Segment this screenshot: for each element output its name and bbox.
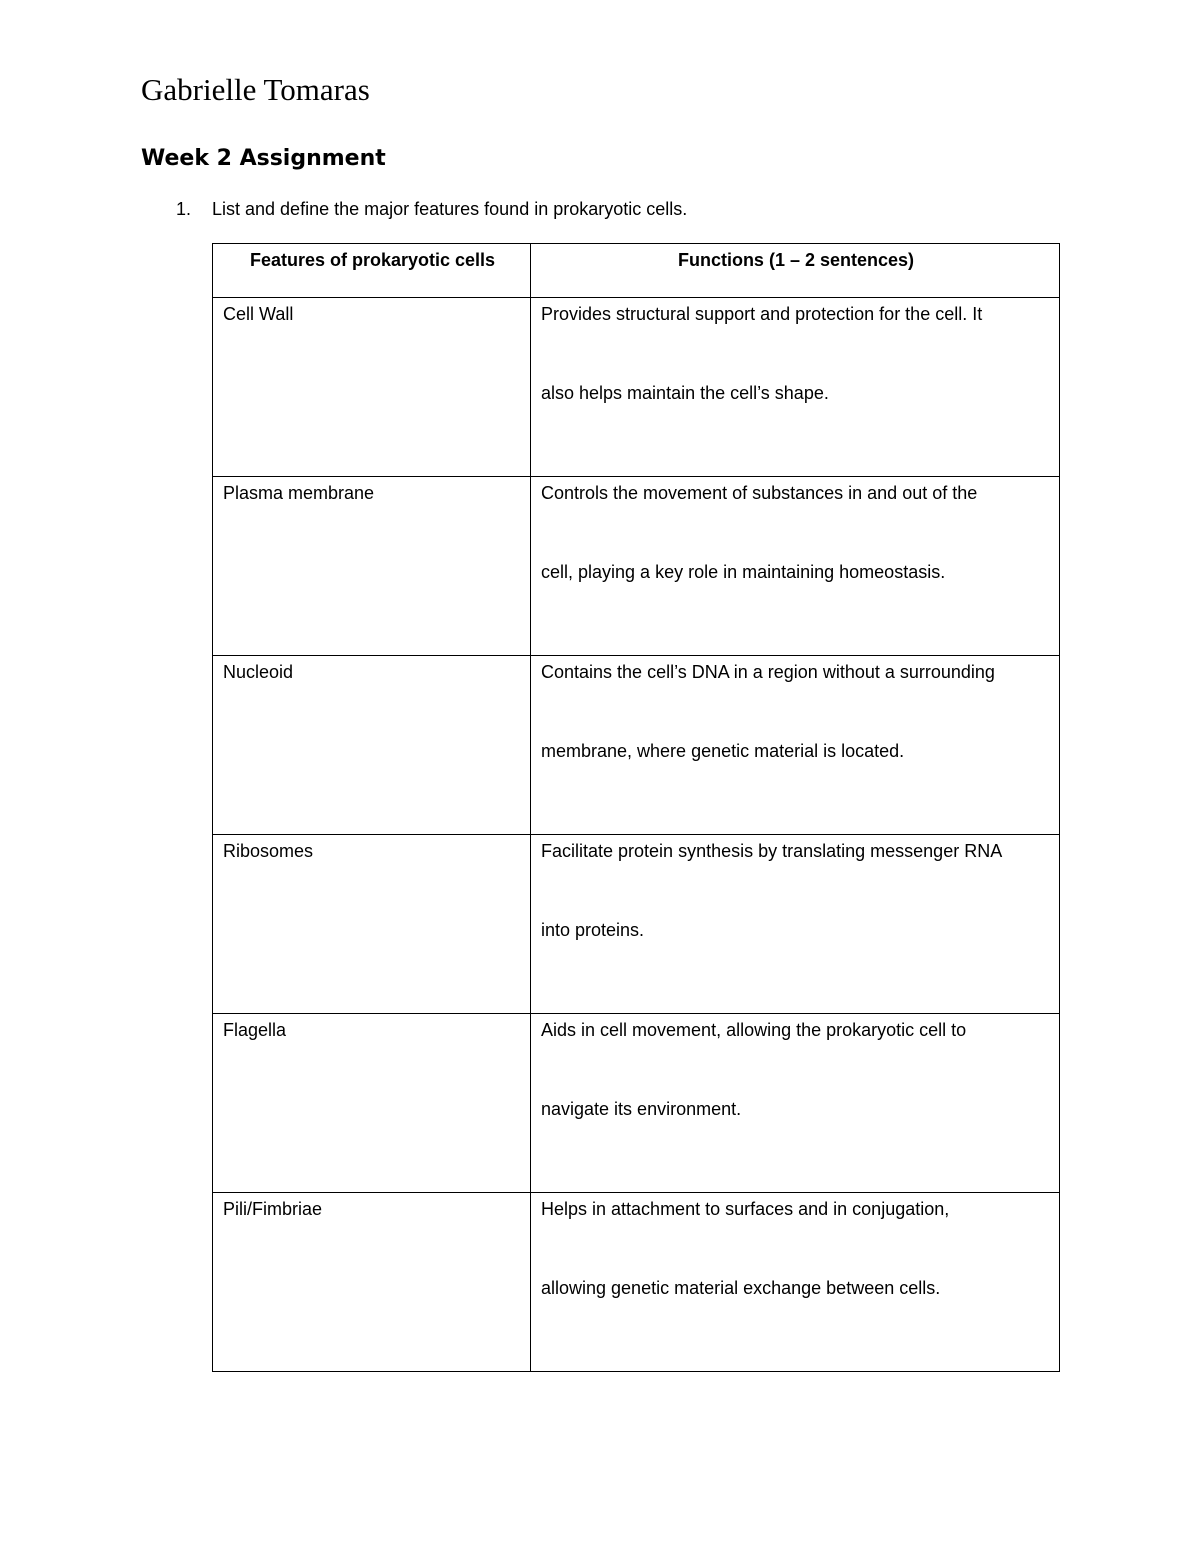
function-line: membrane, where genetic material is located. (541, 741, 905, 761)
table-row (213, 835, 1060, 1014)
assignment-heading: Week 2 Assignment (141, 146, 386, 171)
function-line: cell, playing a key role in maintaining homeostasis. (541, 562, 946, 582)
function-line: Aids in cell movement, allowing the prokaryotic cell to (541, 1020, 967, 1040)
function-cell (531, 656, 1060, 835)
table-row (213, 477, 1060, 656)
feature-cell: Ribosomes (213, 835, 531, 1014)
feature-cell: Nucleoid (213, 656, 531, 835)
feature-cell: Flagella (213, 1014, 531, 1193)
feature-cell: Cell Wall (213, 298, 531, 477)
table-header-row (213, 244, 1060, 298)
function-cell (531, 1193, 1060, 1372)
question-text: List and define the major features found in prokaryotic cells. (212, 199, 688, 219)
function-line: Facilitate protein synthesis by translating messenger RNA (541, 841, 1003, 861)
feature-cell: Plasma membrane (213, 477, 531, 656)
header-features: Features of prokaryotic cells (213, 244, 531, 298)
function-line: Helps in attachment to surfaces and in conjugation, (541, 1199, 950, 1219)
function-cell (531, 1014, 1060, 1193)
question-item (176, 196, 687, 222)
function-line: into proteins. (541, 920, 645, 940)
feature-cell: Pili/Fimbriae (213, 1193, 531, 1372)
table-row (213, 656, 1060, 835)
function-cell (531, 477, 1060, 656)
function-line: Controls the movement of substances in and out of the (541, 483, 978, 503)
table-row (213, 1014, 1060, 1193)
author-name: Gabrielle Tomaras (141, 72, 370, 107)
function-line: Contains the cell’s DNA in a region without a surrounding (541, 662, 995, 682)
table-row (213, 1193, 1060, 1372)
function-line: allowing genetic material exchange between cells. (541, 1278, 941, 1298)
function-line: navigate its environment. (541, 1099, 742, 1119)
header-functions: Functions (1 – 2 sentences) (531, 244, 1060, 298)
function-line: also helps maintain the cell’s shape. (541, 383, 829, 403)
function-cell (531, 298, 1060, 477)
question-number: 1. (176, 199, 192, 219)
features-table (212, 243, 1060, 1372)
function-line: Provides structural support and protection for the cell. It (541, 304, 983, 324)
function-cell (531, 835, 1060, 1014)
table-row (213, 298, 1060, 477)
